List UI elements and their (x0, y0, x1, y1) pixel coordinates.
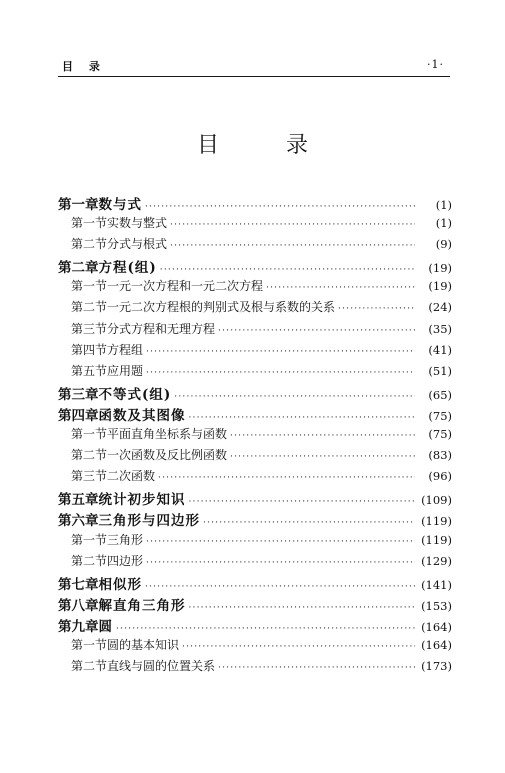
toc-entry-number: 第四章 (58, 407, 99, 424)
toc-entry-title: 平面直角坐标系与函数 (107, 427, 228, 442)
toc-entry-title: 实数与整式 (107, 216, 168, 231)
dot-leader (158, 473, 415, 483)
dot-leader (218, 663, 415, 673)
toc-chapter-row[interactable] (58, 594, 452, 615)
dot-leader (266, 283, 415, 293)
toc-section-row[interactable] (58, 362, 452, 383)
toc-section-row[interactable] (58, 446, 452, 467)
dot-leader (116, 624, 415, 634)
dot-leader (182, 642, 415, 652)
toc-entry-page: (96) (428, 469, 452, 484)
toc-entry-title: 相似形 (98, 576, 142, 593)
toc-entry-title: 不等式(组) (98, 386, 172, 403)
toc-entry-number: 第八章 (58, 597, 99, 614)
toc-entry-title: 方程组 (107, 342, 144, 357)
toc-entry-title: 直线与圆的位置关系 (107, 659, 216, 674)
toc-entry-number: 第二节 (71, 659, 108, 674)
toc-entry-page: (129) (421, 553, 452, 568)
toc-entry-number: 第一节 (71, 427, 108, 442)
toc-entry-page: (1) (435, 216, 452, 231)
toc-entry-number: 第三节 (71, 321, 108, 336)
toc-section-row[interactable] (58, 341, 452, 362)
table-of-contents (58, 193, 452, 678)
toc-entry-title: 三角形与四边形 (98, 513, 200, 530)
dot-leader (146, 537, 415, 547)
toc-entry-title: 分式与根式 (107, 237, 168, 252)
toc-entry-title: 一元二次方程根的判别式及根与系数的关系 (107, 300, 336, 315)
toc-entry-page: (164) (421, 619, 452, 634)
toc-entry-page: (1) (435, 198, 452, 212)
toc-entry-number: 第一章 (58, 197, 99, 213)
toc-entry-title: 函数及其图像 (98, 407, 186, 424)
toc-entry-title: 二次函数 (107, 469, 156, 484)
toc-entry-number: 第二节 (71, 300, 108, 315)
toc-entry-page: (109) (421, 493, 452, 508)
toc-entry-page: (75) (428, 408, 452, 423)
dot-leader (145, 202, 415, 212)
toc-section-row[interactable] (58, 214, 452, 235)
toc-entry-number: 第六章 (58, 513, 99, 530)
toc-entry-page: (119) (421, 532, 452, 547)
toc-entry-number: 第一节 (71, 532, 108, 547)
toc-chapter-row[interactable] (58, 383, 452, 404)
dot-leader (338, 304, 415, 314)
toc-entry-number: 第三章 (58, 386, 99, 403)
toc-chapter-row[interactable] (58, 509, 452, 530)
toc-section-row[interactable] (58, 531, 452, 552)
toc-entry-title: 应用题 (107, 363, 144, 378)
toc-entry-number: 第二节 (71, 553, 108, 568)
toc-entry-title: 圆的基本知识 (107, 637, 180, 652)
toc-entry-page: (19) (428, 261, 452, 276)
toc-entry-number: 第四节 (71, 342, 108, 357)
toc-entry-number: 第二章 (58, 260, 99, 277)
toc-entry-title: 分式方程和无理方程 (107, 321, 216, 336)
dot-leader (160, 265, 415, 275)
toc-entry-page: (65) (428, 387, 452, 402)
toc-chapter-row[interactable] (58, 573, 452, 594)
toc-entry-page: (41) (428, 342, 452, 357)
dot-leader (230, 452, 415, 462)
toc-section-row[interactable] (58, 277, 452, 298)
toc-section-row[interactable] (58, 298, 452, 319)
dot-leader (218, 326, 415, 336)
toc-entry-title: 圆 (98, 618, 113, 635)
dot-leader (189, 603, 416, 613)
toc-entry-page: (173) (421, 659, 452, 674)
running-header-title: 目 录 (62, 60, 106, 73)
toc-entry-title: 四边形 (107, 553, 144, 568)
toc-entry-title: 解直角三角形 (98, 597, 186, 614)
running-header (58, 58, 450, 77)
toc-entry-page: (24) (428, 300, 452, 315)
toc-chapter-row[interactable] (58, 193, 452, 214)
toc-section-row[interactable] (58, 235, 452, 256)
dot-leader (189, 497, 416, 507)
dot-leader (203, 518, 415, 528)
page-number: ·1· (427, 58, 444, 71)
dot-leader (170, 220, 415, 230)
toc-section-row[interactable] (58, 657, 452, 678)
toc-section-row[interactable] (58, 636, 452, 657)
toc-section-row[interactable] (58, 320, 452, 341)
toc-entry-number: 第二节 (71, 237, 108, 252)
toc-entry-page: (9) (435, 237, 452, 252)
toc-entry-title: 方程(组) (98, 260, 157, 277)
toc-section-row[interactable] (58, 425, 452, 446)
page-title: 目 录 (197, 133, 338, 158)
toc-chapter-row[interactable] (58, 256, 452, 277)
toc-entry-title: 一次函数及反比例函数 (107, 448, 228, 463)
toc-entry-title: 三角形 (107, 532, 144, 547)
toc-chapter-row[interactable] (58, 404, 452, 425)
toc-chapter-row[interactable] (58, 615, 452, 636)
toc-entry-title: 统计初步知识 (98, 492, 186, 509)
toc-entry-number: 第五节 (71, 363, 108, 378)
dot-leader (174, 392, 415, 402)
dot-leader (146, 347, 415, 357)
toc-entry-number: 第三节 (71, 469, 108, 484)
dot-leader (230, 431, 415, 441)
toc-entry-page: (19) (428, 279, 452, 294)
dot-leader (145, 582, 415, 592)
toc-entry-page: (35) (428, 321, 452, 336)
toc-entry-page: (75) (428, 427, 452, 442)
toc-entry-page: (51) (428, 363, 452, 378)
dot-leader (189, 413, 416, 423)
toc-entry-page: (141) (421, 577, 452, 592)
toc-entry-number: 第九章 (58, 618, 99, 635)
dot-leader (146, 558, 415, 568)
toc-entry-page: (153) (421, 598, 452, 613)
toc-entry-title: 一元一次方程和一元二次方程 (107, 279, 264, 294)
toc-entry-number: 第一节 (71, 637, 108, 652)
toc-entry-number: 第一节 (71, 279, 108, 294)
toc-entry-number: 第一节 (71, 216, 108, 231)
toc-chapter-row[interactable] (58, 488, 452, 509)
dot-leader (146, 368, 415, 378)
toc-entry-page: (83) (428, 448, 452, 463)
toc-entry-number: 第二节 (71, 448, 108, 463)
toc-entry-title: 数与式 (98, 197, 142, 213)
toc-section-row[interactable] (58, 552, 452, 573)
toc-section-row[interactable] (58, 467, 452, 488)
toc-entry-number: 第七章 (58, 576, 99, 593)
toc-entry-page: (164) (421, 637, 452, 652)
toc-entry-number: 第五章 (58, 492, 99, 509)
dot-leader (170, 241, 415, 251)
toc-entry-page: (119) (421, 514, 452, 529)
